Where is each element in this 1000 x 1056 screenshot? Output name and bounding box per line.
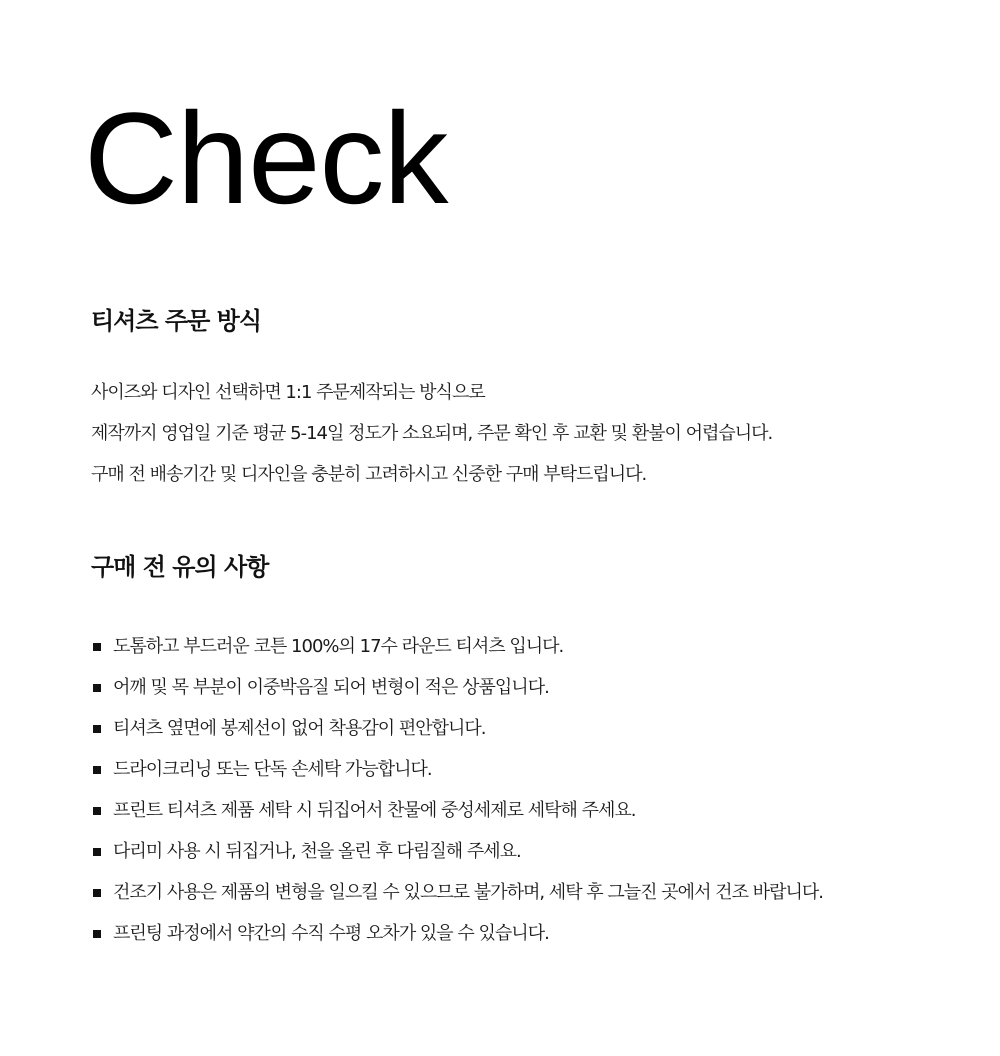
square-bullet-icon [93, 725, 101, 733]
square-bullet-icon [93, 807, 101, 815]
caution-item-text: 어깨 및 목 부분이 이중박음질 되어 변형이 적은 상품입니다. [113, 677, 549, 698]
order-method-heading: 티셔츠 주문 방식 [91, 307, 261, 335]
caution-item [91, 667, 971, 708]
caution-item [91, 749, 971, 790]
square-bullet-icon [93, 930, 101, 938]
square-bullet-icon [93, 766, 101, 774]
square-bullet-icon [93, 848, 101, 856]
caution-item-text: 프린팅 과정에서 약간의 수직 수평 오차가 있을 수 있습니다. [113, 923, 549, 944]
square-bullet-icon [93, 643, 101, 651]
caution-list [91, 626, 971, 954]
caution-item [91, 913, 971, 954]
caution-item-text: 도톰하고 부드러운 코튼 100%의 17수 라운드 티셔츠 입니다. [113, 636, 564, 657]
square-bullet-icon [93, 684, 101, 692]
order-method-line: 제작까지 영업일 기준 평균 5-14일 정도가 소요되며, 주문 확인 후 교환 및 환불이 어렵습니다. [91, 423, 773, 444]
caution-item-text: 건조기 사용은 제품의 변형을 일으킬 수 있으므로 불가하며, 세탁 후 그늘진 곳에서 건조 바랍니다. [113, 882, 823, 903]
caution-item-text: 티셔츠 옆면에 봉제선이 없어 착용감이 편안합니다. [113, 718, 486, 739]
purchase-caution-section [91, 550, 971, 954]
caution-item [91, 626, 971, 667]
order-method-section [91, 304, 971, 495]
order-method-line: 구매 전 배송기간 및 디자인을 충분히 고려하시고 신중한 구매 부탁드립니다. [91, 464, 647, 485]
caution-item [91, 790, 971, 831]
square-bullet-icon [93, 889, 101, 897]
caution-item [91, 831, 971, 872]
caution-item-text: 드라이크리닝 또는 단독 손세탁 가능합니다. [113, 759, 432, 780]
page-title: Check [84, 85, 448, 231]
caution-item-text: 다리미 사용 시 뒤집거나, 천을 올린 후 다림질해 주세요. [113, 841, 521, 862]
caution-item [91, 872, 971, 913]
caution-item-text: 프린트 티셔츠 제품 세탁 시 뒤집어서 찬물에 중성세제로 세탁해 주세요. [113, 800, 636, 821]
order-method-line: 사이즈와 디자인 선택하면 1:1 주문제작되는 방식으로 [91, 382, 485, 403]
purchase-caution-heading: 구매 전 유의 사항 [91, 553, 269, 581]
order-method-text [91, 372, 971, 495]
caution-item [91, 708, 971, 749]
